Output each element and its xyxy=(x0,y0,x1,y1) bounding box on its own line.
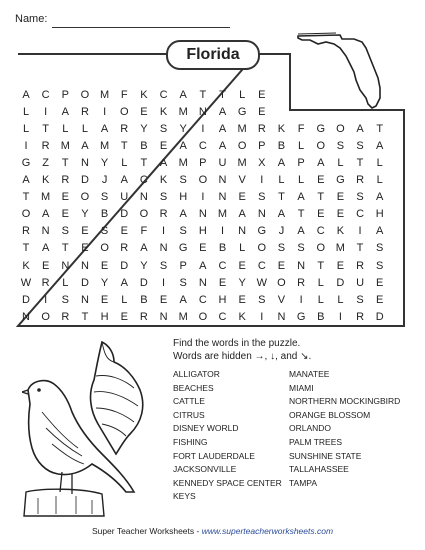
grid-letter[interactable]: O xyxy=(41,310,50,323)
grid-letter[interactable]: R xyxy=(356,259,365,272)
grid-letter[interactable]: E xyxy=(336,191,345,204)
grid-letter[interactable]: L xyxy=(317,293,324,306)
word-list-item: FORT LAUDERDALE xyxy=(173,450,255,461)
grid-letter[interactable]: E xyxy=(218,276,227,289)
grid-letter[interactable]: S xyxy=(258,293,266,306)
grid-letter[interactable]: M xyxy=(41,191,51,204)
grid-letter[interactable]: E xyxy=(159,140,168,153)
grid-letter[interactable]: G xyxy=(257,225,267,238)
grid-letter[interactable]: N xyxy=(238,225,247,238)
grid-letter[interactable]: C xyxy=(41,89,50,101)
grid-letter[interactable]: C xyxy=(198,293,207,306)
grid-letter[interactable]: D xyxy=(336,276,345,289)
grid-letter[interactable]: M xyxy=(178,106,188,119)
grid-letter[interactable]: O xyxy=(316,242,326,255)
grid-letter[interactable]: N xyxy=(80,259,89,272)
grid-letter[interactable]: V xyxy=(277,293,286,306)
instructions xyxy=(173,337,311,363)
grid-letter[interactable]: U xyxy=(120,191,129,204)
grid-letter[interactable]: O xyxy=(257,242,267,255)
word-list-item: BEACHES xyxy=(173,382,214,393)
grid-letter[interactable]: S xyxy=(356,293,364,306)
grid-letter[interactable]: A xyxy=(199,259,207,272)
grid-letter[interactable]: I xyxy=(338,310,342,323)
grid-letter[interactable]: S xyxy=(297,242,305,255)
word-list-item: TALLAHASSEE xyxy=(289,464,349,475)
grid-letter[interactable]: R xyxy=(80,106,89,119)
word-list-item: ORLANDO xyxy=(289,423,332,434)
word-list-item: NORTHERN MOCKINGBIRD xyxy=(289,396,401,407)
grid-letter[interactable]: H xyxy=(179,191,188,204)
grid-letter[interactable]: E xyxy=(238,293,246,306)
grid-letter[interactable]: I xyxy=(260,310,264,323)
grid-letter[interactable]: O xyxy=(277,276,286,289)
grid-letter[interactable]: Y xyxy=(81,208,89,221)
grid-letter[interactable]: M xyxy=(178,157,188,170)
grid-letter[interactable]: G xyxy=(178,242,188,255)
grid-letter[interactable]: G xyxy=(296,310,306,323)
grid-letter[interactable]: I xyxy=(201,123,205,136)
grid-letter[interactable]: S xyxy=(376,242,384,255)
grid-letter[interactable]: K xyxy=(336,225,345,238)
grid-letter[interactable]: R xyxy=(41,276,50,289)
grid-letter[interactable]: E xyxy=(238,259,246,272)
grid-letter[interactable]: S xyxy=(376,259,384,272)
grid-letter[interactable]: O xyxy=(198,310,208,323)
grid-letter[interactable]: L xyxy=(81,123,88,136)
grid-letter[interactable]: V xyxy=(238,174,246,187)
grid-letter[interactable]: D xyxy=(22,293,30,306)
grid-letter[interactable]: D xyxy=(120,259,129,272)
grid-letter[interactable]: N xyxy=(80,293,89,306)
grid-letter[interactable]: K xyxy=(22,259,30,272)
grid-letter[interactable]: R xyxy=(120,123,129,136)
grid-letter[interactable]: Y xyxy=(140,259,148,272)
grid-letter[interactable]: I xyxy=(299,293,303,306)
grid-letter[interactable]: S xyxy=(179,276,187,289)
grid-letter[interactable]: S xyxy=(61,225,69,238)
grid-letter[interactable]: J xyxy=(101,174,108,187)
grid-letter[interactable]: S xyxy=(159,191,168,204)
grid-letter[interactable]: A xyxy=(22,174,30,187)
grid-letter[interactable]: D xyxy=(375,310,384,323)
grid-letter[interactable]: M xyxy=(237,157,247,170)
grid-letter[interactable]: N xyxy=(159,310,168,323)
grid-letter[interactable]: T xyxy=(297,208,305,221)
grid-letter[interactable]: K xyxy=(277,123,286,136)
grid-letter[interactable]: E xyxy=(336,259,345,272)
word-list-item: ORANGE BLOSSOM xyxy=(289,409,371,420)
grid-letter[interactable]: I xyxy=(24,140,28,153)
grid-letter[interactable]: X xyxy=(258,157,266,170)
grid-letter[interactable]: P xyxy=(61,89,69,101)
grid-letter[interactable]: A xyxy=(297,225,305,238)
grid-letter[interactable]: B xyxy=(277,140,286,153)
grid-letter[interactable]: T xyxy=(42,123,49,136)
grid-letter[interactable]: S xyxy=(100,225,109,238)
grid-letter[interactable]: L xyxy=(317,276,324,289)
grid-letter[interactable]: S xyxy=(179,174,187,187)
grid-letter[interactable]: C xyxy=(218,259,227,272)
grid-letter[interactable]: R xyxy=(356,174,365,187)
grid-letter[interactable]: A xyxy=(159,157,168,170)
grid-letter[interactable]: L xyxy=(376,174,383,187)
grid-letter[interactable]: S xyxy=(159,123,168,136)
grid-letter[interactable]: T xyxy=(356,157,364,170)
grid-letter[interactable]: T xyxy=(219,89,226,101)
grid-letter[interactable]: C xyxy=(316,225,325,238)
grid-letter[interactable]: A xyxy=(22,89,30,101)
grid-letter[interactable]: I xyxy=(44,106,48,119)
grid-letter[interactable]: A xyxy=(41,208,50,221)
grid-letter[interactable]: L xyxy=(22,106,30,119)
grid-letter[interactable]: Y xyxy=(100,276,109,289)
grid-letter[interactable]: L xyxy=(337,293,344,306)
grid-letter[interactable]: M xyxy=(217,208,228,221)
grid-letter[interactable]: A xyxy=(376,225,384,238)
grid-letter[interactable]: E xyxy=(376,276,384,289)
grid-letter[interactable]: T xyxy=(140,157,148,170)
grid-letter[interactable]: A xyxy=(218,106,227,119)
grid-letter[interactable]: A xyxy=(277,157,286,170)
grid-letter[interactable]: R xyxy=(120,242,129,255)
instructions-line-2: Words are hidden →, ↓, and ↘. xyxy=(173,351,312,362)
grid-letter[interactable]: C xyxy=(356,208,365,221)
grid-letter[interactable]: E xyxy=(140,106,148,119)
grid-letter[interactable]: Y xyxy=(179,123,187,136)
seashell-icon xyxy=(84,336,154,456)
grid-letter[interactable]: Y xyxy=(100,157,109,170)
grid-letter[interactable]: M xyxy=(178,310,188,323)
grid-letter[interactable]: A xyxy=(61,106,69,119)
grid-letter[interactable]: O xyxy=(80,89,90,101)
name-label: Name: xyxy=(15,13,48,25)
grid-letter[interactable]: K xyxy=(140,89,148,101)
grid-letter[interactable]: N xyxy=(139,191,148,204)
grid-letter[interactable]: A xyxy=(100,123,109,136)
grid-letter[interactable]: E xyxy=(61,208,69,221)
grid-letter[interactable]: T xyxy=(278,191,285,204)
grid-letter[interactable]: B xyxy=(140,140,148,153)
grid-letter[interactable]: A xyxy=(120,174,128,187)
grid-letter[interactable]: I xyxy=(162,276,166,289)
grid-letter[interactable]: E xyxy=(317,174,325,187)
grid-letter[interactable]: T xyxy=(317,259,325,272)
grid-letter[interactable]: I xyxy=(358,225,362,238)
grid-letter[interactable]: N xyxy=(41,225,50,238)
grid-letter[interactable]: K xyxy=(238,310,246,323)
grid-letter[interactable]: N xyxy=(218,191,227,204)
grid-letter[interactable]: O xyxy=(100,242,109,255)
grid-letter[interactable]: L xyxy=(239,89,246,101)
grid-letter[interactable]: C xyxy=(139,174,148,187)
grid-letter[interactable]: A xyxy=(238,208,246,221)
footer xyxy=(0,526,425,536)
grid-letter[interactable]: E xyxy=(317,208,325,221)
grid-letter[interactable]: B xyxy=(140,293,148,306)
grid-letter[interactable]: M xyxy=(60,140,70,153)
word-list-left xyxy=(173,368,282,504)
grid-letter[interactable]: S xyxy=(159,259,168,272)
grid-letter[interactable]: S xyxy=(61,293,69,306)
grid-letter[interactable]: L xyxy=(62,123,69,136)
grid-letter[interactable]: F xyxy=(140,225,148,238)
grid-letter[interactable]: S xyxy=(277,242,286,255)
grid-letter[interactable]: A xyxy=(277,208,286,221)
grid-letter[interactable]: J xyxy=(278,225,285,238)
grid-letter[interactable]: M xyxy=(100,89,110,101)
grid-letter[interactable]: M xyxy=(237,123,247,136)
grid-letter[interactable]: H xyxy=(100,310,109,323)
grid-letter[interactable]: T xyxy=(81,310,89,323)
grid-letter[interactable]: T xyxy=(61,157,69,170)
word-list-item: KEYS xyxy=(173,491,196,502)
grid-letter[interactable]: N xyxy=(257,208,266,221)
grid-letter[interactable]: D xyxy=(139,276,148,289)
grid-letter[interactable]: S xyxy=(179,225,187,238)
grid-letter[interactable]: E xyxy=(81,225,89,238)
grid-letter[interactable]: E xyxy=(41,259,50,272)
grid-letter[interactable]: N xyxy=(198,208,207,221)
grid-letter[interactable]: W xyxy=(256,276,267,289)
grid-letter[interactable]: I xyxy=(44,293,48,306)
grid-letter[interactable]: M xyxy=(335,242,345,255)
grid-letter[interactable]: L xyxy=(62,276,69,289)
grid-letter[interactable]: L xyxy=(121,157,128,170)
grid-letter[interactable]: P xyxy=(297,157,305,170)
grid-letter[interactable]: E xyxy=(376,293,384,306)
word-list-item: JACKSONVILLE xyxy=(173,464,237,475)
grid-letter[interactable]: T xyxy=(356,242,364,255)
grid-letter[interactable]: G xyxy=(316,123,326,136)
grid-letter[interactable]: R xyxy=(159,208,168,221)
grid-letter[interactable]: E xyxy=(277,259,286,272)
grid-letter[interactable]: A xyxy=(120,276,128,289)
grid-letter[interactable]: A xyxy=(218,140,227,153)
word-list-item: TAMPA xyxy=(289,477,318,488)
grid-letter[interactable]: O xyxy=(119,106,129,119)
grid-letter[interactable]: N xyxy=(159,242,168,255)
word-list-item: CATTLE xyxy=(173,396,205,407)
grid-letter[interactable]: E xyxy=(120,225,128,238)
florida-map-icon xyxy=(296,28,388,112)
grid-letter[interactable]: R xyxy=(297,276,306,289)
grid-letter[interactable]: Y xyxy=(140,123,148,136)
footer-brand: Super Teacher Worksheets - xyxy=(91,526,202,536)
grid-letter[interactable]: P xyxy=(258,140,266,153)
grid-letter[interactable]: A xyxy=(297,191,305,204)
grid-letter[interactable]: E xyxy=(258,106,266,119)
grid-letter[interactable]: G xyxy=(21,157,31,170)
grid-letter[interactable]: T xyxy=(376,123,384,136)
grid-letter[interactable]: E xyxy=(258,89,266,101)
grid-letter[interactable]: K xyxy=(159,174,168,187)
grid-letter[interactable]: T xyxy=(317,191,325,204)
grid-letter[interactable]: N xyxy=(61,259,70,272)
grid-letter[interactable]: S xyxy=(258,191,266,204)
grid-letter[interactable]: N xyxy=(198,276,207,289)
grid-letter[interactable]: C xyxy=(198,140,207,153)
grid-letter[interactable]: R xyxy=(139,310,148,323)
grid-letter[interactable]: T xyxy=(22,191,30,204)
grid-letter[interactable]: S xyxy=(356,191,364,204)
grid-letter[interactable]: O xyxy=(80,191,90,204)
grid-letter[interactable]: U xyxy=(218,157,227,170)
grid-letter[interactable]: D xyxy=(120,208,129,221)
word-list-item: CITRUS xyxy=(173,409,205,420)
grid-letter[interactable]: E xyxy=(120,310,128,323)
grid-letter[interactable]: C xyxy=(159,89,168,101)
word-list-item: ALLIGATOR xyxy=(173,369,220,379)
grid-letter[interactable]: T xyxy=(199,89,207,101)
grid-letter[interactable]: S xyxy=(336,140,345,153)
grid-letter[interactable]: D xyxy=(80,276,89,289)
grid-letter[interactable]: A xyxy=(356,123,364,136)
word-list-item: DISNEY WORLD xyxy=(173,423,239,434)
footer-url-link[interactable]: www.superteacherworksheets.com xyxy=(201,526,334,536)
grid-letter[interactable]: U xyxy=(356,276,365,289)
word-list-item: MIAMI xyxy=(289,382,314,393)
grid-letter[interactable]: E xyxy=(100,259,109,272)
grid-letter[interactable]: A xyxy=(218,123,227,136)
grid-letter[interactable]: O xyxy=(336,123,345,136)
word-list-right xyxy=(289,368,400,490)
grid-letter[interactable]: L xyxy=(298,140,305,153)
grid-letter[interactable]: L xyxy=(278,174,285,187)
grid-letter[interactable]: O xyxy=(139,208,149,221)
grid-letter[interactable]: G xyxy=(336,174,345,187)
grid-letter[interactable]: S xyxy=(100,191,109,204)
grid-letter[interactable]: C xyxy=(257,259,266,272)
grid-letter[interactable]: R xyxy=(61,174,70,187)
grid-letter[interactable]: E xyxy=(61,191,69,204)
grid-letter[interactable]: I xyxy=(103,106,107,119)
grid-letter[interactable]: A xyxy=(140,242,148,255)
grid-letter[interactable]: E xyxy=(81,242,89,255)
word-list-item: MANATEE xyxy=(289,369,330,379)
grid-letter[interactable]: O xyxy=(198,174,208,187)
grid-letter[interactable]: T xyxy=(61,242,69,255)
grid-letter[interactable]: E xyxy=(238,191,246,204)
word-list-item: FISHING xyxy=(173,436,208,447)
word-list-item: KENNEDY SPACE CENTER xyxy=(173,477,282,488)
grid-letter[interactable]: A xyxy=(81,140,89,153)
grid-letter[interactable]: N xyxy=(277,310,286,323)
grid-letter[interactable]: N xyxy=(198,106,207,119)
grid-letter[interactable]: I xyxy=(162,225,166,238)
grid-letter[interactable]: L xyxy=(239,242,246,255)
grid-letter[interactable]: K xyxy=(41,174,50,187)
grid-letter[interactable]: R xyxy=(22,225,30,238)
grid-letter[interactable]: L xyxy=(337,157,344,170)
grid-letter[interactable]: A xyxy=(179,293,187,306)
grid-letter[interactable]: N xyxy=(22,310,30,323)
grid-letter[interactable]: S xyxy=(356,140,364,153)
grid-letter[interactable]: W xyxy=(20,276,32,289)
grid-letter[interactable]: P xyxy=(199,157,207,170)
grid-letter[interactable]: Z xyxy=(42,157,49,170)
grid-letter[interactable]: N xyxy=(297,259,306,272)
instructions-line-1: Find the words in the puzzle. xyxy=(173,338,301,349)
grid-letter[interactable]: H xyxy=(198,225,207,238)
grid-letter[interactable]: A xyxy=(179,140,187,153)
grid-letter[interactable]: K xyxy=(159,106,168,119)
grid-letter[interactable]: A xyxy=(376,140,384,153)
grid-letter[interactable]: C xyxy=(218,310,227,323)
grid-letter[interactable]: I xyxy=(260,174,264,187)
grid-letter[interactable]: L xyxy=(298,174,305,187)
grid-letter[interactable]: A xyxy=(376,191,384,204)
grid-letter[interactable]: R xyxy=(257,123,266,136)
grid-letter[interactable]: L xyxy=(376,157,383,170)
grid-letter[interactable]: P xyxy=(179,259,187,272)
grid-letter[interactable]: B xyxy=(317,310,325,323)
grid-letter[interactable]: I xyxy=(201,191,205,204)
grid-letter[interactable]: H xyxy=(218,293,227,306)
grid-letter[interactable]: F xyxy=(297,123,305,136)
grid-letter[interactable]: A xyxy=(179,208,187,221)
grid-letter[interactable]: R xyxy=(61,310,70,323)
word-list-item: SUNSHINE STATE xyxy=(289,450,362,461)
grid-letter[interactable]: T xyxy=(120,140,128,153)
grid-letter[interactable]: Y xyxy=(238,276,246,289)
grid-letter[interactable]: O xyxy=(316,140,326,153)
grid-letter[interactable]: I xyxy=(220,225,225,238)
grid-letter[interactable]: A xyxy=(41,242,50,255)
grid-letter[interactable]: R xyxy=(356,310,365,323)
grid-letter[interactable]: G xyxy=(237,106,247,119)
grid-letter[interactable]: O xyxy=(237,140,247,153)
grid-letter[interactable]: A xyxy=(179,89,187,101)
grid-letter[interactable]: D xyxy=(80,174,89,187)
grid-letter[interactable]: B xyxy=(100,208,109,221)
grid-letter[interactable]: E xyxy=(199,242,207,255)
grid-letter[interactable]: E xyxy=(159,293,168,306)
grid-letter[interactable]: R xyxy=(41,140,50,153)
grid-letter[interactable]: F xyxy=(120,89,128,101)
grid-letter[interactable]: A xyxy=(317,157,325,170)
puzzle-title: Florida xyxy=(166,40,260,70)
grid-letter[interactable]: H xyxy=(375,208,384,221)
grid-letter[interactable]: E xyxy=(336,208,345,221)
grid-letter[interactable]: T xyxy=(22,242,30,255)
word-list-item: PALM TREES xyxy=(289,436,343,447)
grid-letter[interactable]: N xyxy=(218,174,227,187)
grid-letter[interactable]: L xyxy=(121,293,128,306)
grid-letter[interactable]: N xyxy=(80,157,89,170)
grid-letter[interactable]: E xyxy=(100,293,109,306)
grid-letter[interactable]: M xyxy=(100,140,110,153)
grid-letter[interactable]: O xyxy=(21,208,31,221)
grid-letter[interactable]: L xyxy=(22,123,30,136)
grid-letter[interactable]: B xyxy=(218,242,227,255)
